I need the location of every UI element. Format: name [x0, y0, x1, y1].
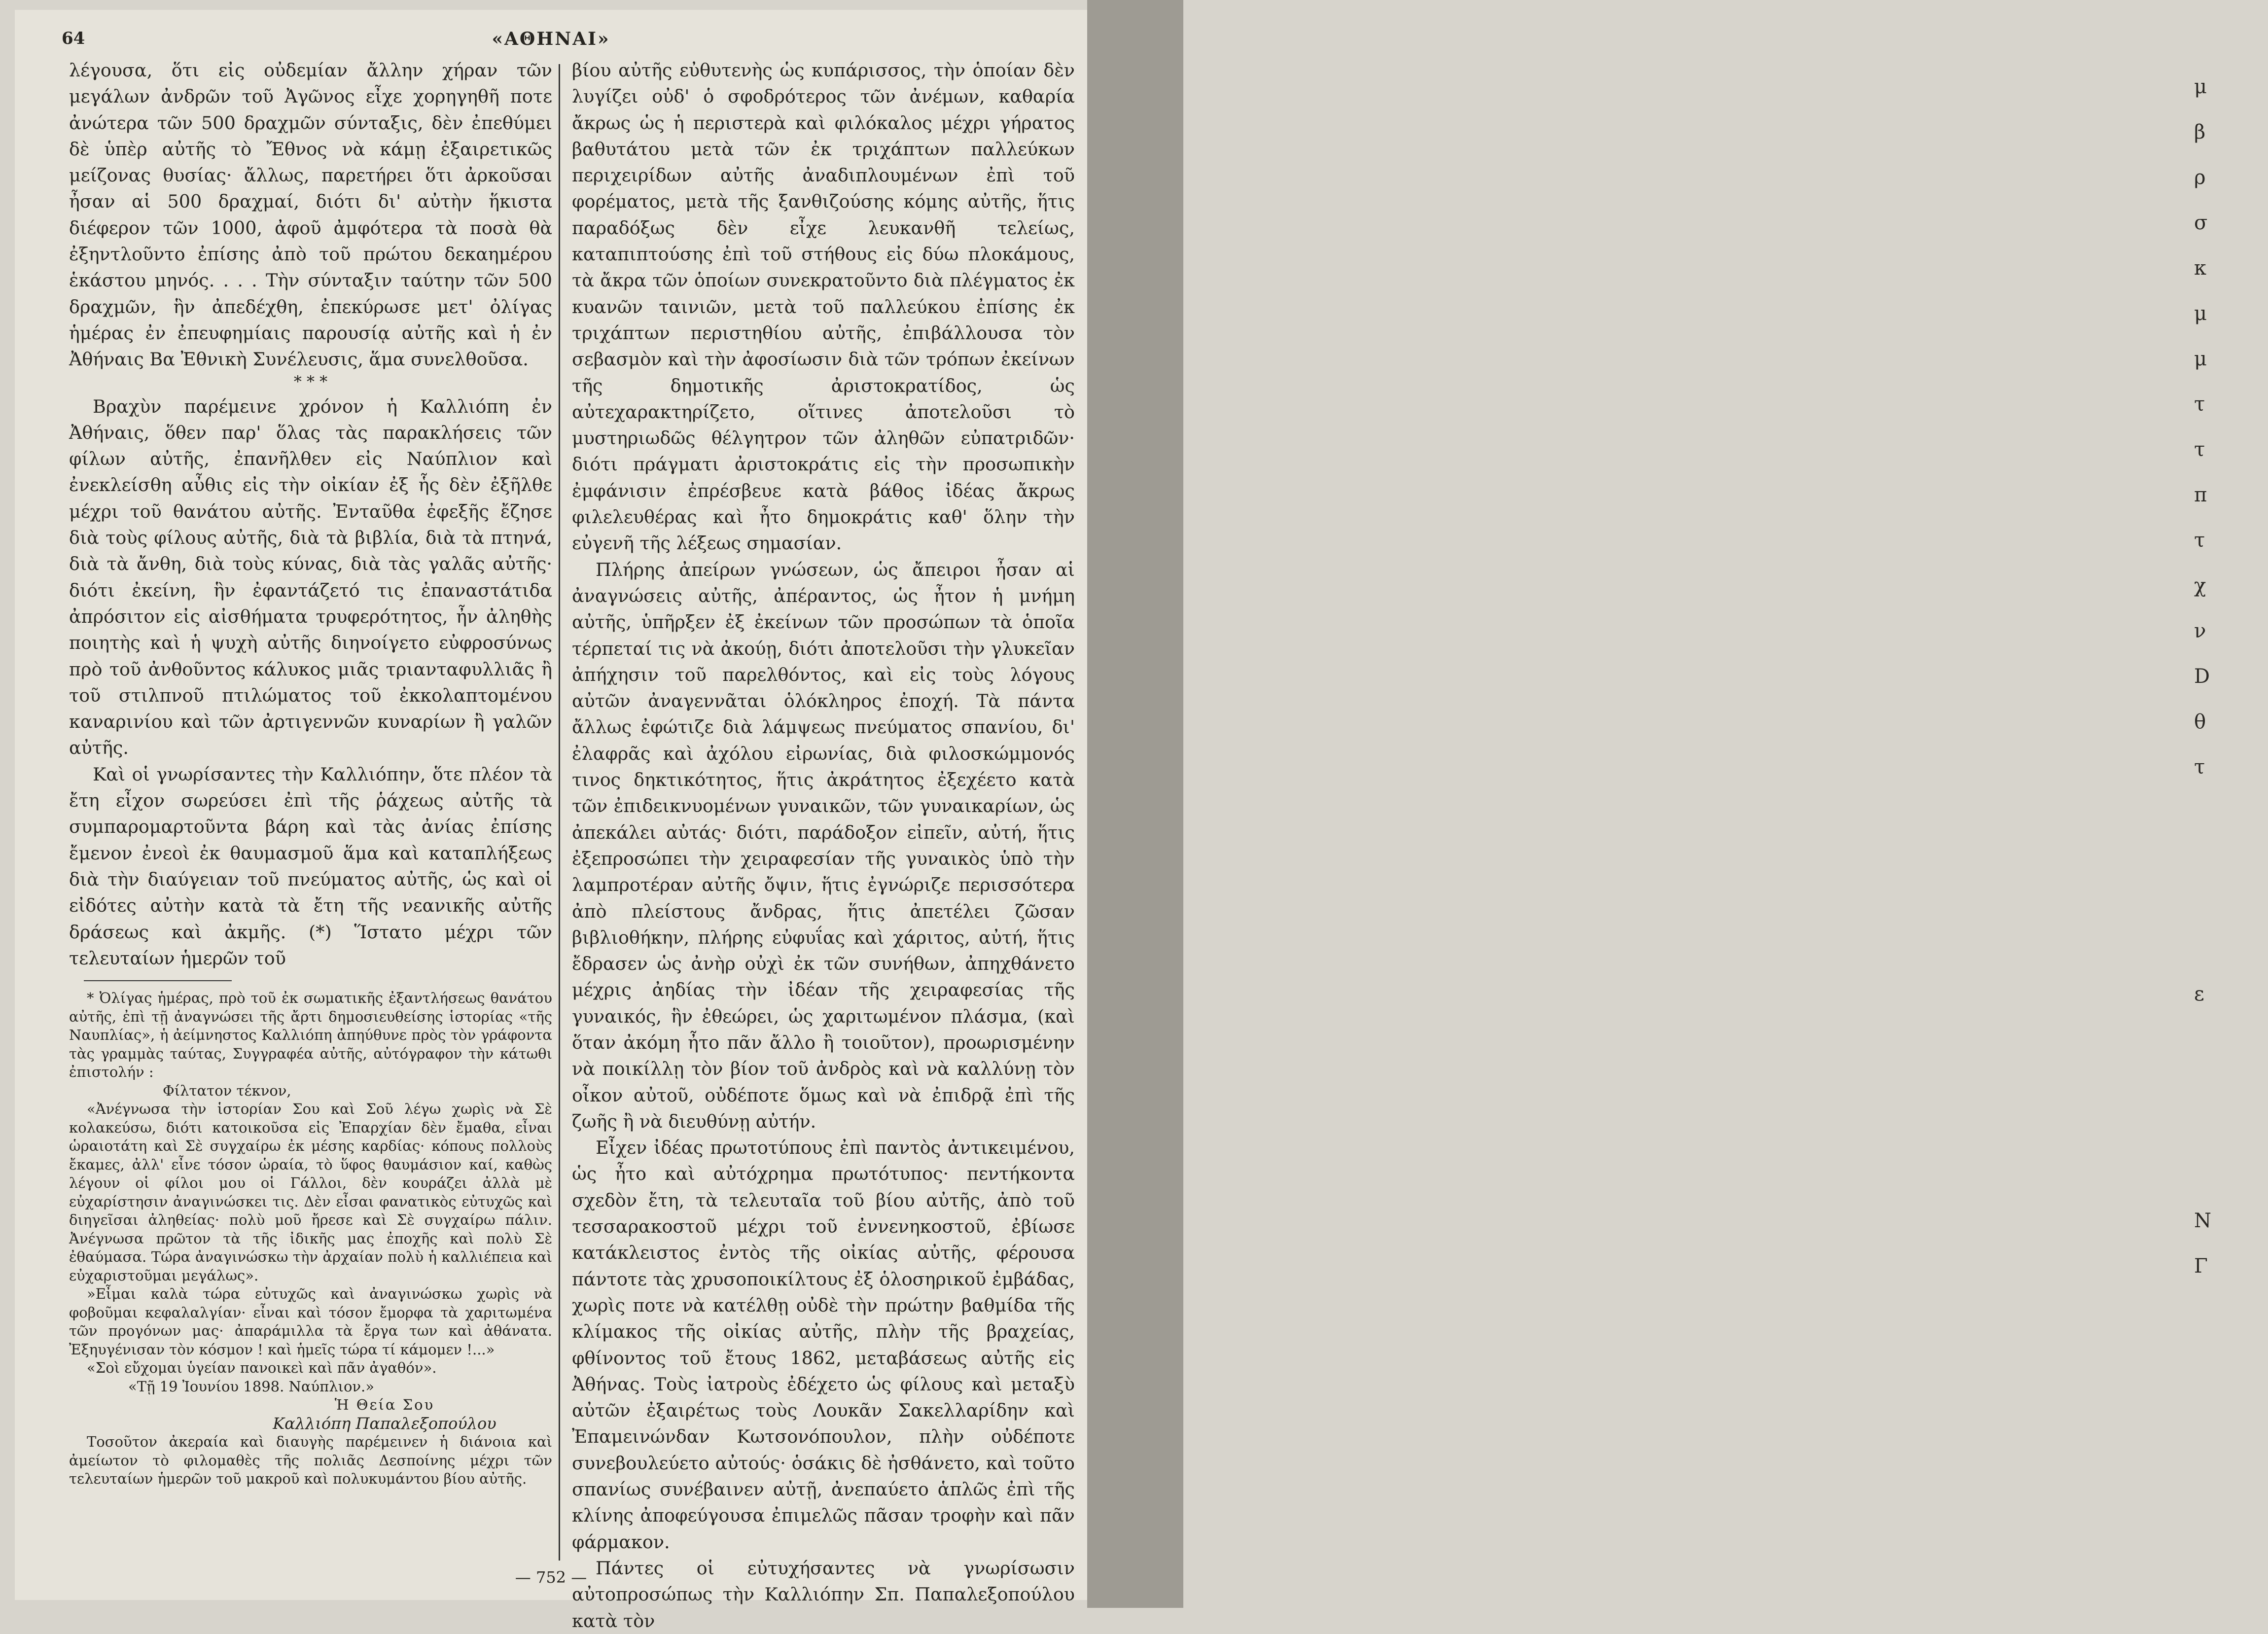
facing-page-letter: ε	[2194, 983, 2204, 1005]
facing-page-letter	[2194, 881, 2268, 926]
right-paragraph-3: Εἶχεν ἰδέας πρωτοτύπους ἐπὶ παντὸς ἀντικειμένου, ὡς ἦτο καὶ αὐτόχρημα πρωτότυπος· πεντήκοντα σχεδὸν ἔτη, τὰ τελευταῖα τοῦ βίου αὐτῆς, ἀπὸ τοῦ τεσσαρακοστοῦ μέχρι τοῦ ἐννενηκοστοῦ, ἐβίωσε κατάκλειστος ἐντὸς τῆς οἰκίας αὐτῆς, φέρουσα πάντοτε τὰς χρυσοποικίλτους ἐξ ὁλοσηρικοῦ ἐμβάδας, χωρὶς ποτε νὰ κατέλθῃ οὐδὲ τὴν πρώτην βαθμίδα τῆς κλίμακος τῆς οἰκίας αὐτῆς, πλὴν τῆς βραχείας, φθίνοντος τοῦ ἔτους 1862, μεταβάσεως αὐτῆς εἰς Ἀθήνας. Τοὺς ἰατροὺς ἐδέχετο ὡς φίλους καὶ μεταξὺ αὐτῶν ἐξαιρέτως τοὺς Λουκᾶν Σακελλαρίδην καὶ Ἐπαμεινώνδαν Κωτσονόπουλον, πλὴν οὐδέποτε συνεβουλεύετο αὐτούς· ὁσάκις δὲ ἠσθάνετο, καὶ τοῦτο σπανίως συνέβαινεν αὐτῇ, ἀνεπαύετο ἁπλῶς ἐπὶ τῆς κλίνης ἀποφεύγουσα ἐπιμελῶς πᾶσαν τροφὴν καὶ πᾶν φάρμακον.	[572, 1137, 1075, 1553]
facing-page-letter: ρ	[2194, 166, 2206, 189]
facing-page-letter: κ	[2194, 257, 2206, 280]
facing-page-letter	[2194, 1153, 2268, 1198]
running-title: «ΑΘΗΝΑΙ»	[492, 29, 610, 49]
right-paragraph-1: βίου αὐτῆς εὐθυτενὴς ὡς κυπάρισσος, τὴν ὁποίαν δὲν λυγίζει οὐδ' ὁ σφοδρότερος τῶν ἀνέμων, καθαρία ἄκρως ὡς ἡ περιστερὰ καὶ φιλόκαλος μέχρι γήρατος βαθυτάτου μετὰ τῶν ἐκ τριχάπτων παλλεύκων περιχειρίδων αὐτῆς ἀναδιπλουμένων ἐπὶ τοῦ φορέματος, μετὰ τῆς ξανθιζούσης κόμης αὐτῆς, ἥτις παραδόξως δὲν εἶχε λευκανθῆ τελείως, καταπιπτούσης ἐπὶ τοῦ στήθους εἰς δύω πλοκάμους, τὰ ἄκρα τῶν ὁποίων συνεκρατοῦντο διὰ πλέγματος ἐκ κυανῶν ταινιῶν, μετὰ τοῦ παλλεύκου ἐπίσης ἐκ τριχάπτων περιστηθίου αὐτῆς, ἐπιβάλλουσα τὸν σεβασμὸν καὶ τὴν ἀφοσίωσιν διὰ τῶν τρόπων ἐκείνων τῆς δημοτικῆς ἀριστοκρατίδος, ὡς αὐτεχαρακτηρίζετο, οἵτινες ἀποτελοῦσι τὸ μυστηριωδῶς θέλγητρον τῶν ἀληθῶν εὐπατριδῶν· διότι πράγματι ἀριστοκράτις εἰς τὴν προσωπικὴν ἐμφάνισιν ἐπρέσβευε κατὰ βάθος ἰδέας ἄκρως φιλελευθέρας καὶ ἦτο δημοκράτις καθ' ὅλην τὴν εὐγενῆ τῆς λέξεως σημασίαν.	[572, 60, 1075, 554]
left-paragraph-1: λέγουσα, ὅτι εἰς οὐδεμίαν ἄλλην χήραν τῶν μεγάλων ἀνδρῶν τοῦ Ἀγῶνος εἶχε χορηγηθῆ ποτε ἀνώτερα τῶν 500 δραχμῶν σύνταξις, δὲν ἐπεθύμει δὲ ὑπὲρ αὐτῆς τὸ Ἔθνος νὰ κάμῃ ἐξαιρετικῶς μείζονας θυσίας· ἄλλως, παρετήρει ὅτι ἀρκοῦσαι ἦσαν αἱ 500 δραχμαί, διότι δι' αὐτὴν ἥκιστα διέφερον τῶν 1000, ἀφοῦ ἀμφότερα τὰ ποσὰ θὰ ἐξηντλοῦντο ἐπίσης ἀπὸ τοῦ πρώτου δεκαημέρου ἑκάστου μηνός. . . . Τὴν σύνταξιν ταύτην τῶν 500 δραχμῶν, ἣν ἀπεδέχθη, ἐπεκύρωσε μετ' ὀλίγας ἡμέρας ἐν ἐπευφημίαις παρουσίᾳ αὐτῆς καὶ ἡ ἐν Ἀθήναις Βα Ἐθνικὴ Συνέλευσις, ἅμα συνελθοῦσα.	[69, 60, 552, 370]
facing-page-letter	[2194, 1107, 2268, 1153]
facing-page-letter	[2194, 926, 2268, 971]
letter-greeting: Φίλτατον τέκνον,	[163, 1082, 291, 1099]
newspaper-page	[15, 10, 1087, 1632]
footnote-rule	[84, 980, 232, 981]
facing-page-letter	[2194, 1017, 2268, 1062]
right-paragraph-4: Πάντες οἱ εὐτυχήσαντες νὰ γνωρίσωσιν αὐτοπροσώπως τὴν Καλλιόπην Σπ. Παπαλεξοπούλου κατὰ τὸν	[572, 1557, 1075, 1632]
letter-paragraph-1: «Ἀνέγνωσα τὴν ἱστορίαν Σου καὶ Σοῦ λέγω χωρὶς νὰ Σὲ κολακεύσω, διότι κατοικοῦσα εἰς Ἐπαρχίαν δὲν ἔμαθα, εἶναι ὡραιοτάτη καὶ Σὲ συγχαίρω ἐκ μέσης καρδίας· κόπους πολλοὺς ἔκαμες, ἀλλ' εἶνε τόσον ὡραία, τὸ ὕφος θαυμάσιον καί, καθὼς λέγουν οἱ φίλοι μου οἱ Γάλλοι, δὲν κουράζει ἀλλὰ μὲ εὐχαρίστησιν ἀναγινώσκει τις. Δὲν εἶσαι φανατικὸς εὐτυχῶς καὶ διηγεῖσαι ἀληθείας· πολὺ μοῦ ἤρεσε καὶ Σὲ συγχαίρω πάλιν. Ἀνέγνωσα πρῶτον τὰ τῆς ἰδικῆς μας ἐποχῆς καὶ πολὺ Σὲ ἐθαύμασα. Τώρα ἀναγινώσκω τὴν ἀρχαίαν πολὺ ἡ καλλιέπεια καὶ εὐχαριστοῦμαι μεγάλως».	[69, 1101, 552, 1284]
left-paragraph-2: Βραχὺν παρέμεινε χρόνον ἡ Καλλιόπη ἐν Ἀθήναις, ὅθεν παρ' ὅλας τὰς παρακλήσεις τῶν φίλων αὐτῆς, ἐπανῆλθεν εἰς Ναύπλιον καὶ ἐνεκλείσθη αὖθις εἰς τὴν οἰκίαν ἐξ ἧς δὲν ἐξῆλθε μέχρι τοῦ θανάτου αὐτῆς. Ἐνταῦθα ἐφεξῆς ἔζησε διὰ τοὺς φίλους αὐτῆς, διὰ τὰ βιβλία, διὰ τὰ πτηνά, διὰ τὰ ἄνθη, διὰ τοὺς κύνας, διὰ τὰς γαλᾶς αὐτῆς· διότι ἐκείνη, ἣν ἐφαντάζετό τις ἐπαναστάτιδα ἀπρόσιτον εἰς αἰσθήματα τρυφερότητος, ἦν ἀληθὴς ποιητὴς καὶ ἡ ψυχὴ αὐτῆς διηνοίγετο εὐφροσύνως πρὸ τοῦ ἀνθοῦντος κάλυκος μιᾶς τριανταφυλλιᾶς ἢ τοῦ στιλπνοῦ πτιλώματος τοῦ ἐκκολαπτομένου καναρινίου καὶ τῶν ἀρτιγεννῶν κυναρίων ἢ γαλῶν αὐτῆς.	[69, 395, 552, 759]
page-folio: — 752 —	[515, 1568, 587, 1587]
facing-page-letter: μ	[2194, 302, 2207, 325]
page-number: 64	[62, 29, 85, 48]
letter-paragraph-2: »Εἶμαι καλὰ τώρα εὐτυχῶς καὶ ἀναγινώσκω χωρὶς νὰ φοβοῦμαι κεφαλαλγίαν· εἶναι καὶ τόσον ἔμορφα τὰ χαριτωμένα τῶν προγόνων μας· ἀπαράμιλλα τὰ ἔργα των καὶ ἀθάνατα. Ἐξηυγένισαν τὸν κόσμον ! καὶ ἡμεῖς τώρα τί κάμομεν !...»	[69, 1285, 552, 1358]
left-paragraph-3: Καὶ οἱ γνωρίσαντες τὴν Καλλιόπην, ὅτε πλέον τὰ ἔτη εἶχον σωρεύσει ἐπὶ τῆς ῥάχεως αὐτῆς τὰ συμπαρομαρτοῦντα βάρη καὶ τὰς ἀνίας ἐπίσης ἔμενον ἐνεοὶ ἐκ θαυμασμοῦ ἅμα καὶ καταπλήξεως διὰ τὴν διαύγειαν τοῦ πνεύματος αὐτῆς, ὡς καὶ οἱ εἰδότες αὐτὴν κατὰ τὰ ἔτη τῆς νεανικῆς αὐτῆς δράσεως καὶ ἀκμῆς. (*) Ἵστατο μέχρι τῶν τελευταίων ἡμερῶν τοῦ	[69, 763, 552, 969]
footnote-intro: * Ὀλίγας ἡμέρας, πρὸ τοῦ ἐκ σωματικῆς ἐξαντλήσεως θανάτου αὐτῆς, ἐπὶ τῇ ἀναγνώσει τῆς ἄρτι δημοσιευθείσης ἱστορίας «τῆς Ναυπλίας», ἡ ἀείμνηστος Καλλιόπη ἀπηύθυνε πρὸς τὸν γράφοντα τὰς γραμμὰς ταύτας, Συγγραφέα αὐτῆς, αὐτόγραφον τὴν κάτωθι ἐπιστολήν :	[69, 990, 552, 1081]
facing-page-letter: μ	[2194, 348, 2207, 370]
letter-paragraph-3: «Σοὶ εὔχομαι ὑγείαν πανοικεὶ καὶ πᾶν ἀγαθόν».	[87, 1359, 437, 1377]
facing-page-letters	[2194, 64, 2268, 1289]
facing-page-letter: θ	[2194, 710, 2206, 733]
letter-date: «Τῇ 19 Ἰουνίου 1898. Ναύπλιον.»	[128, 1378, 374, 1395]
column-divider	[559, 64, 560, 1561]
facing-page-letter	[2194, 1062, 2268, 1107]
facing-page-letter: ν	[2194, 620, 2206, 642]
facing-page-letter: π	[2194, 484, 2207, 506]
facing-page-letter: D	[2194, 665, 2210, 688]
facing-page-letter: σ	[2194, 212, 2208, 234]
facing-page-letter	[2194, 835, 2268, 881]
separator-text: * * *	[293, 372, 328, 391]
right-column	[572, 57, 1075, 1634]
footnote-closing: Τοσοῦτον ἀκεραία καὶ διαυγὴς παρέμεινεν ἡ διάνοια καὶ ἀμείωτον τὸ φιλομαθὲς τῆς πολιᾶς Δεσποίνης μέχρι τῶν τελευταίων ἡμερῶν τοῦ μακροῦ καὶ πολυκυμάντου βίου αὐτῆς.	[69, 1433, 552, 1488]
facing-page-letter: Γ	[2194, 1255, 2208, 1278]
facing-page-letter	[2194, 790, 2268, 835]
facing-page-letter: β	[2194, 121, 2206, 143]
right-paragraph-2: Πλήρης ἀπείρων γνώσεων, ὡς ἄπειροι ἦσαν αἱ ἀναγνώσεις αὐτῆς, ἀπέραντος, ὡς ἦτον ἡ μνήμη αὐτῆς, ὑπῆρξεν ἐξ ἐκείνων τῶν προσώπων τὰ ὁποῖα τέρπεταί τις νὰ ἀκούῃ, διότι ἀποτελοῦσι τὴν γλυκεῖαν ἀπήχησιν τοῦ παρελθόντος, καὶ εἰς τοὺς λόγους αὐτῶν ἀναγεννᾶται ὁλόκληρος ἐποχή. Τὰ πάντα ἄλλως ἐφώτιζε διὰ λάμψεως πνεύματος σπανίου, δι' ἐλαφρᾶς καὶ ἀχόλου εἰρωνίας, διὰ φιλοσκώμμονός τινος δηκτικότητος, ἥτις ἀκράτητος ἐξεχέετο κατὰ τῶν ἐπιδεικνυομένων γυναικῶν, τῶν γυναικαρίων, ὡς ἀπεκάλει αὐτάς· διότι, παράδοξον εἰπεῖν, αὐτή, ἥτις ἐξεπροσώπει τὴν χειραφεσίαν τῆς γυναικὸς ὑπὸ τὴν λαμπροτέραν αὐτῆς ὄψιν, ἥτις ἐγνώριζε περισσότερα ἀπὸ πλείστους ἄνδρας, ἥτις ἀπετέλει ζῶσαν βιβλιοθήκην, πλήρης εὐφυΐας καὶ χάριτος, αὐτή, ἥτις ἔδρασεν ὡς ἀνὴρ οὐχὶ ἐκ τῶν συνήθων, ἀπηχθάνετο μέχρις ἀηδίας τὴν ἰδέαν τῆς χειραφεσίας τῆς γυναικός, ἣν ἐθεώρει, ὡς χαριτωμένον πλάσμα, (καὶ ὅταν ἀκόμη ἦτο πᾶν ἄλλο ἢ τοιοῦτον), προωρισμένην νὰ ποικίλλῃ τὸν βίον τοῦ ἀνδρὸς καὶ νὰ καλλύνῃ τὸν οἶκον αὐτοῦ, οὐδέποτε ὅμως καὶ νὰ ἐπιδρᾷ ἐπὶ τῆς ζωῆς ἢ νὰ διευθύνῃ αὐτήν.	[572, 559, 1075, 1132]
letter-signature-name: Καλλιόπη Παπαλεξοπούλου	[273, 1414, 496, 1433]
section-separator	[69, 372, 552, 391]
facing-page-letter: τ	[2194, 756, 2205, 779]
footnote	[69, 989, 552, 1489]
facing-page-letter: τ	[2194, 529, 2205, 552]
facing-page-letter: N	[2194, 1209, 2211, 1232]
facing-page-letter: τ	[2194, 393, 2205, 416]
facing-page-letter: μ	[2194, 75, 2207, 98]
facing-page-edge	[1087, 0, 2211, 1608]
facing-page-letter: χ	[2194, 574, 2206, 597]
left-column	[69, 57, 552, 1489]
facing-page-letter: τ	[2194, 438, 2205, 461]
letter-body	[69, 1100, 552, 1378]
letter-signature-salutation: Ἡ Θεία Σου	[334, 1396, 435, 1414]
